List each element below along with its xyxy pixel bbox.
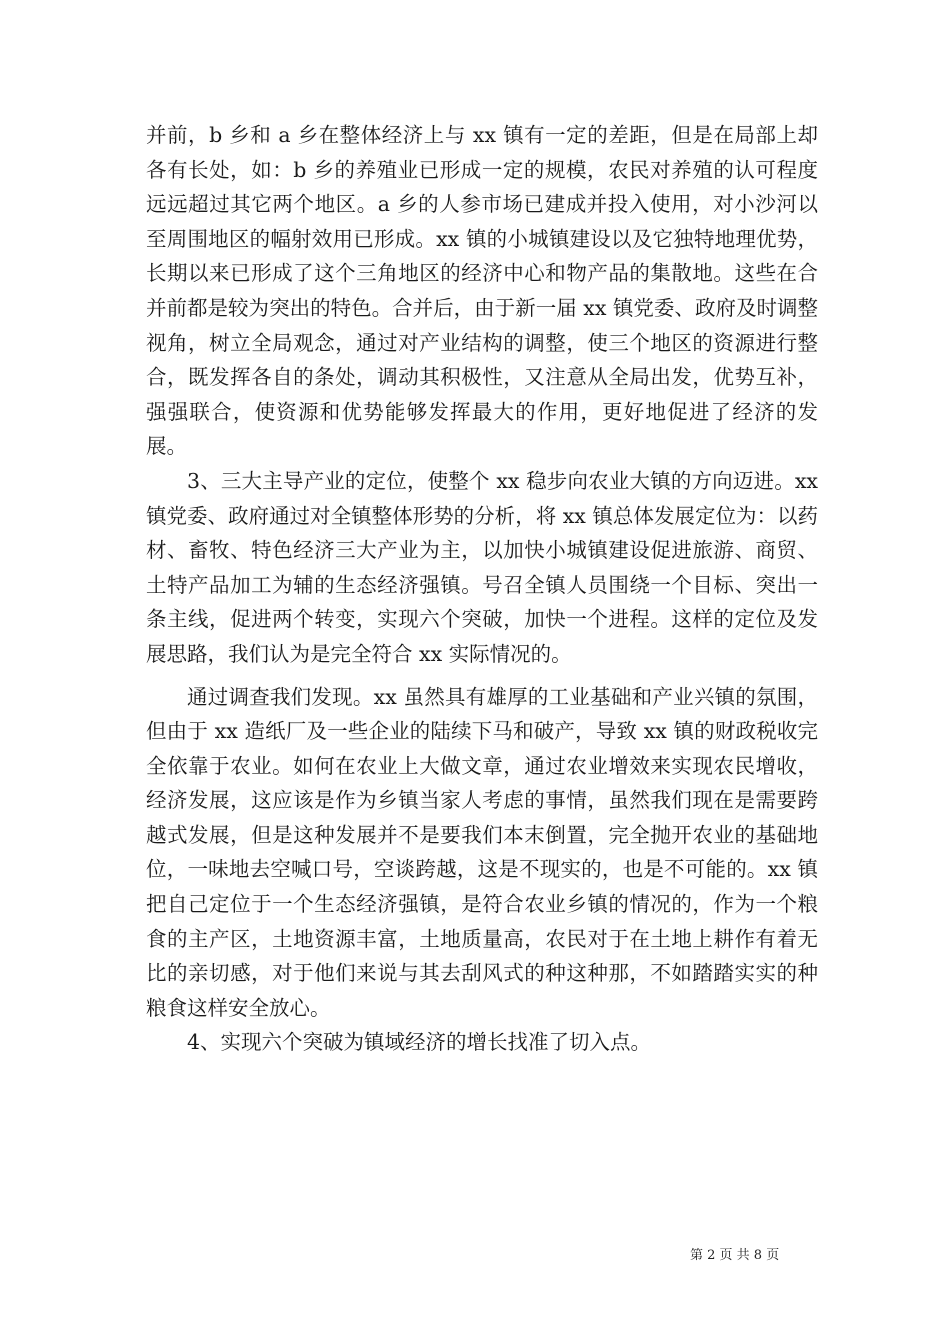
- paragraph-section-3: 3、三大主导产业的定位，使整个 xx 稳步向农业大镇的方向迈进。xx 镇党委、政府通过对全镇整体形势的分析，将 xx 镇总体发展定位为：以药材、畜牧、特色经济三大产业为主，以加快小城镇建设促进旅游、商贸、土特产品加工为辅的生态经济强镇。号召全镇人员围绕一个目标、突出一条主线，促进两个转变，实现六个突破，加快一个进程。这样的定位及发展思路，我们认为是完全符合 xx 实际情况的。: [146, 468, 818, 666]
- paragraph-section-4: 4、实现六个突破为镇域经济的增长找准了切入点。: [187, 1030, 652, 1055]
- document-body: [146, 118, 818, 1060]
- page-number-footer: 第 2 页 共 8 页: [690, 1248, 780, 1263]
- paragraph-continuation: 并前，b 乡和 a 乡在整体经济上与 xx 镇有一定的差距，但是在局部上却各有长处，如：b 乡的养殖业已形成一定的规模，农民对养殖的认可程度远远超过其它两个地区。a 乡的人参市场已建成并投入使用，对小沙河以至周围地区的幅射效用已形成。xx 镇的小城镇建设以及它独特地理优势，长期以来已形成了这个三角地区的经济中心和物产品的集散地。这些在合并前都是较为突出的特色。合并后，由于新一届 xx 镇党委、政府及时调整视角，树立全局观念，通过对产业结构的调整，使三个地区的资源进行整合，既发挥各自的条处，调动其积极性，又注意从全局出发，优势互补，强强联合，使资源和优势能够发挥最大的作用，更好地促进了经济的发展。: [146, 123, 818, 459]
- paragraph-survey-findings: 通过调查我们发现。xx 虽然具有雄厚的工业基础和产业兴镇的氛围，但由于 xx 造纸厂及一些企业的陆续下马和破产，导致 xx 镇的财政税收完全依靠于农业。如何在农业上大做文章，通过农业增效来实现农民增收，经济发展，这应该是作为乡镇当家人考虑的事情，虽然我们现在是需要跨越式发展，但是这种发展并不是要我们本末倒置，完全抛开农业的基础地位，一味地去空喊口号，空谈跨越，这是不现实的，也是不可能的。xx 镇把自己定位于一个生态经济强镇，是符合农业乡镇的情况的，作为一个粮食的主产区，土地资源丰富，土地质量高，农民对于在土地上耕作有着无比的亲切感，对于他们来说与其去刮风式的种这种那，不如踏踏实实的种粮食这样安全放心。: [146, 684, 818, 1020]
